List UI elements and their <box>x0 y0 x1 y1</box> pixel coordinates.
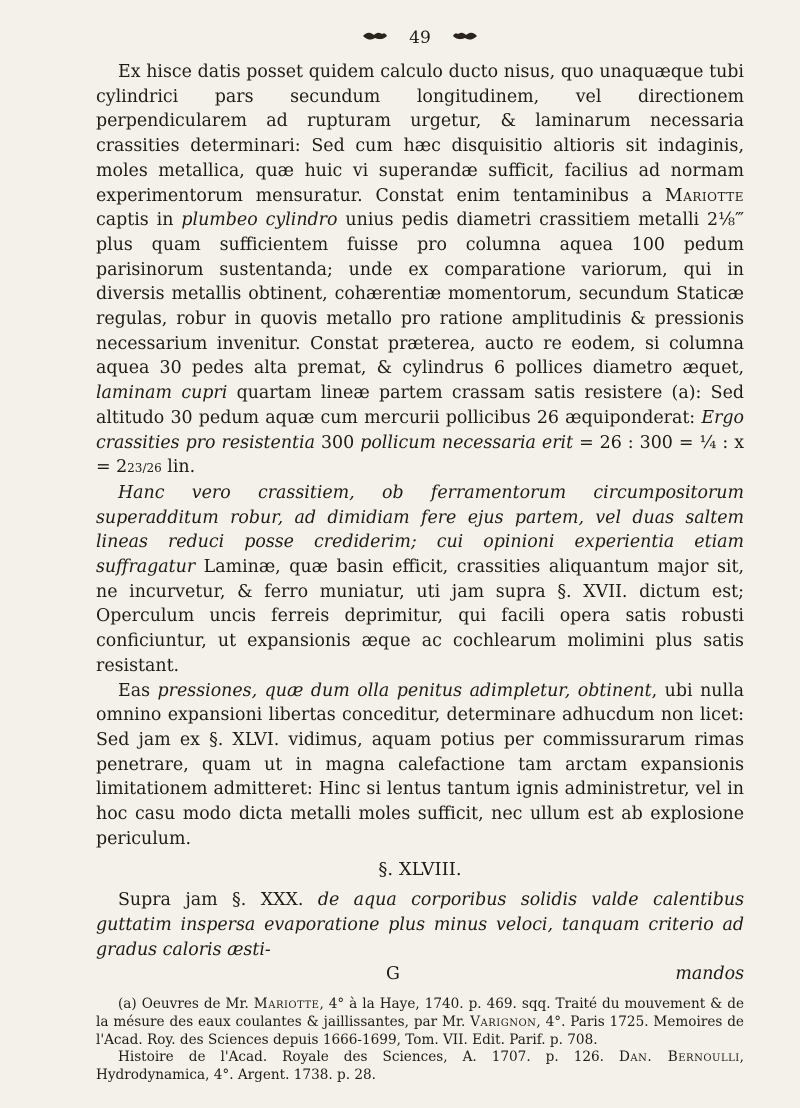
text: , 4°. Paris 1725. Memoires de l'Acad. Roy. des Sciences depuis 1666-1699, Tom. VII. Edit. Parif. p. 708. <box>96 1013 744 1048</box>
text: Supra jam §. XXX. <box>118 890 304 911</box>
italic-text: cui opinioni experientia etiam suffragatur <box>96 532 745 578</box>
equation-unit: lin. <box>167 457 196 478</box>
italic-text: pressiones, quæ dum olla penitus adimpletur, obtinent <box>157 680 652 701</box>
paragraph-2 <box>96 481 744 679</box>
ornament-left-icon <box>362 28 388 47</box>
equation: = 26 : 300 = ¼ : x = 2 <box>96 432 745 478</box>
footnote-ref: (a) <box>671 383 696 404</box>
text: Histoire de l'Acad. Royale des Sciences, A. 1707. p. 126. <box>118 1049 604 1066</box>
footnote-a <box>96 996 744 1049</box>
italic-text: plumbeo cylindro <box>181 210 338 231</box>
footnotes <box>96 996 744 1084</box>
text: , 4° à la Haye, 1740. p. 469. sqq. Traité du mouvement & de la mésure des eaux coulantes & jaillissantes, par Mr. <box>96 996 744 1030</box>
text: Laminæ, quæ basin efficit, crassities aliquantum major sit, ne incurvetur, & ferro muniatur, uti jam supra §. XVII. dictum est; Operculum uncis ferreis deprimitur, qui facili opera satis robusti conficiuntur, ut expansionis æque ac cochlearum molimini plus satis resistant. <box>96 557 744 676</box>
italic-text: laminam cupri <box>96 383 228 404</box>
author-name: Mariotte <box>253 996 320 1013</box>
page-header <box>96 28 744 50</box>
text: plus quam sufficientem fuisse pro columna aquea 100 pedum parisinorum sustentanda; unde ex comparatione variorum, qui in diversis metallis obtinent, cohærentiæ momentorum, secundum Staticæ regulas, robur in quovis metallo pro ratione amplitudinis & pressionis necessarium invenitur. Constat præterea, aucto re eodem, si columna aquea 30 pedes alta premat, & cylindrus 6 pollices diametro æquet, <box>96 234 744 379</box>
measurement: 2⅛‴ <box>707 210 745 231</box>
text: Oeuvres de Mr. <box>141 996 249 1013</box>
italic-text: Hanc vero crassitiem, ob ferramentorum circumpositorum superadditum robur, ad dimidiam fere ejus partem, vel duas saltem lineas reduci posse crediderim; <box>96 482 744 553</box>
text: Ex hisce datis posset quidem calculo ducto nisus, quo unaquæque tubi cylindrici pars secundum longitudinem, vel directionem perpendicularem ad rupturam urgetur, & laminarum necessaria crassities determinari: Sed cum hæc disquisitio altioris sit indaginis, moles metallica, quæ huic vi superandæ sufficit, facilius ad normam experimentorum mensuratur. Constat enim tentaminibus a <box>96 62 744 206</box>
ornament-right-icon <box>452 28 478 47</box>
footnote-b <box>96 1049 744 1084</box>
text: , Hydrodynamica, 4°. Argent. 1738. p. 28. <box>96 1049 744 1083</box>
signature-mark: G <box>386 964 400 985</box>
catchword: mandos <box>675 964 744 985</box>
text: Eas <box>118 680 150 701</box>
text: unius pedis diametri crassitiem metalli <box>345 210 700 231</box>
text: , ubi nulla omnino expansioni libertas conceditur, determinare adhucdum non licet: Sed jam ex §. XLVI. vidimus, aquam potius per commissurarum rimas penetrare, quam ut in magna calefactione tam arctam expansionis limitationem admitteret: Hinc si lentus tantum ignis administretur, vel in hoc casu modo dicta metalli moles sufficit, nec ullum est ab explosione periculum. <box>96 680 745 849</box>
text: : Sed altitudo 30 pedum aquæ cum mercurii pollicibus 26 æquiponderat: <box>96 383 744 428</box>
text: captis in <box>96 210 174 231</box>
author-name: Dan. Bernoulli <box>619 1049 740 1066</box>
text: 300 <box>320 432 355 453</box>
footnote-mark: (a) <box>118 996 137 1013</box>
page-number: 49 <box>409 28 431 48</box>
paragraph-1 <box>96 60 744 481</box>
italic-text: pollicum necessaria erit <box>360 432 574 453</box>
text: quartam lineæ partem crassam satis resistere <box>236 383 663 404</box>
equation-fraction: 23/26 <box>127 461 162 476</box>
signature-line <box>96 962 744 986</box>
section-heading: §. XLVIII. <box>378 858 462 880</box>
author-name: Varignon <box>470 1013 537 1030</box>
italic-text: Ergo crassities pro resistentia <box>96 407 744 453</box>
main-text <box>96 60 744 986</box>
author-name: Mariotte <box>664 185 744 206</box>
italic-text: de aqua corporibus solidis valde calentibus guttatim inspersa evaporatione plus minus veloci, tanquam criterio ad gradus caloris æsti- <box>96 890 745 960</box>
paragraph-3 <box>96 679 744 852</box>
paragraph-4 <box>96 888 744 962</box>
